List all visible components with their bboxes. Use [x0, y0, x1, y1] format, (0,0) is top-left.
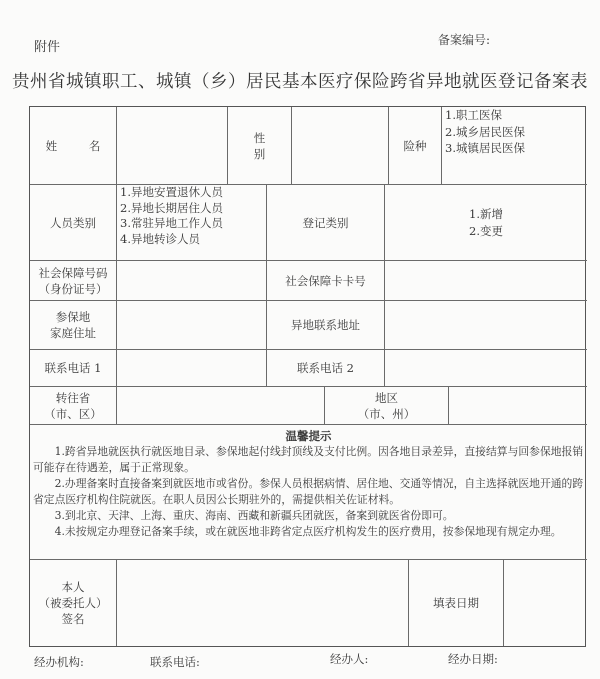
region-label-line: （市、州） [357, 406, 416, 421]
transfer-to-label-line: （市、区） [44, 406, 102, 421]
notice-section [30, 425, 587, 560]
person-category-option[interactable]: 1.异地安置退休人员 [120, 185, 223, 199]
home-address-label-line: 参保地 [55, 310, 91, 324]
handle-date-label: 经办日期: [448, 652, 498, 666]
home-address-label-line: 家庭住址 [50, 326, 96, 340]
agency-label: 经办机构: [34, 655, 84, 669]
phone2-field[interactable] [385, 350, 587, 387]
region-field[interactable] [449, 387, 587, 425]
person-category-options[interactable] [117, 185, 267, 261]
notice-item: 2.办理备案时直接备案到就医地市或省份。参保人员根据病情、居住地、交通等情况，自主选择就医地开通的跨省定点医疗机构住院就医。在职人员因公长期驻外的，需提供相关佐证材料。 [33, 477, 584, 506]
person-category-option[interactable]: 4.异地转诊人员 [120, 231, 200, 246]
remote-address-field[interactable] [385, 301, 587, 350]
registration-type-options[interactable] [385, 185, 587, 261]
notice-item: 3.到北京、天津、上海、重庆、海南、西藏和新疆兵团就医，备案到就医省份即可。 [54, 509, 454, 522]
transfer-to-field[interactable] [117, 387, 325, 425]
home-address-field[interactable] [117, 301, 267, 350]
name-label: 姓 名 [30, 107, 117, 185]
insurance-type-option[interactable]: 3.城镇居民医保 [445, 141, 525, 155]
phone1-label: 联系电话 1 [30, 350, 117, 387]
insurance-type-options[interactable] [442, 107, 587, 185]
ssn-label-line: （身份证号） [38, 281, 108, 296]
region-label-line: 地区 [375, 390, 398, 405]
phone1-field[interactable] [117, 350, 267, 387]
insurance-type-option[interactable]: 2.城乡居民医保 [445, 124, 525, 139]
handler-label: 经办人: [330, 652, 369, 666]
registration-type-label: 登记类别 [267, 185, 385, 261]
registration-form-table [29, 106, 586, 647]
gender-label: 性 别 [228, 107, 292, 185]
footer-phone-label: 联系电话: [150, 655, 200, 669]
remote-address-label: 异地联系地址 [267, 301, 385, 350]
registration-type-option[interactable]: 2.变更 [469, 223, 503, 238]
signature-field[interactable] [117, 560, 409, 646]
notice-title: 温馨提示 [285, 429, 332, 443]
transfer-to-label [30, 387, 117, 425]
home-address-label [30, 301, 117, 350]
signature-label-line: （被委托人） [38, 596, 108, 610]
ss-card-field[interactable] [385, 261, 587, 301]
fill-date-field[interactable] [504, 560, 587, 646]
person-category-option[interactable]: 3.常驻异地工作人员 [120, 216, 223, 230]
signature-label-line: 本人 [61, 580, 85, 594]
notice-item: 1.跨省异地就医执行就医地目录、参保地起付线封顶线及支付比例。因各地目录差异，直接结算与回参保地报销可能存在待遇差，属于正常现象。 [33, 445, 584, 474]
ssn-label [30, 261, 117, 301]
signature-label [30, 560, 117, 646]
form-title: 贵州省城镇职工、城镇（乡）居民基本医疗保险跨省异地就医登记备案表 [12, 72, 588, 92]
notice-item: 4.未按规定办理登记备案手续，或在就医地非跨省定点医疗机构发生的医疗费用，按参保地现有规定办理。 [54, 525, 562, 538]
insurance-type-label: 险种 [389, 107, 442, 185]
signature-label-line: 签名 [61, 612, 85, 626]
fill-date-label: 填表日期 [409, 560, 504, 646]
attachment-label: 附件 [34, 40, 61, 55]
insurance-type-option[interactable]: 1.职工医保 [445, 108, 502, 122]
person-category-option[interactable]: 2.异地长期居住人员 [120, 200, 223, 215]
registration-type-option[interactable]: 1.新增 [469, 206, 503, 221]
region-label [325, 387, 449, 425]
person-category-label: 人员类别 [30, 185, 117, 261]
record-number-label: 备案编号: [438, 33, 491, 47]
transfer-to-label-line: 转往省 [55, 390, 91, 405]
ssn-field[interactable] [117, 261, 267, 301]
gender-field[interactable] [292, 107, 389, 185]
ss-card-label: 社会保障卡卡号 [267, 261, 385, 301]
ssn-label-line: 社会保障号码 [38, 265, 108, 280]
name-field[interactable] [117, 107, 228, 185]
phone2-label: 联系电话 2 [267, 350, 385, 387]
